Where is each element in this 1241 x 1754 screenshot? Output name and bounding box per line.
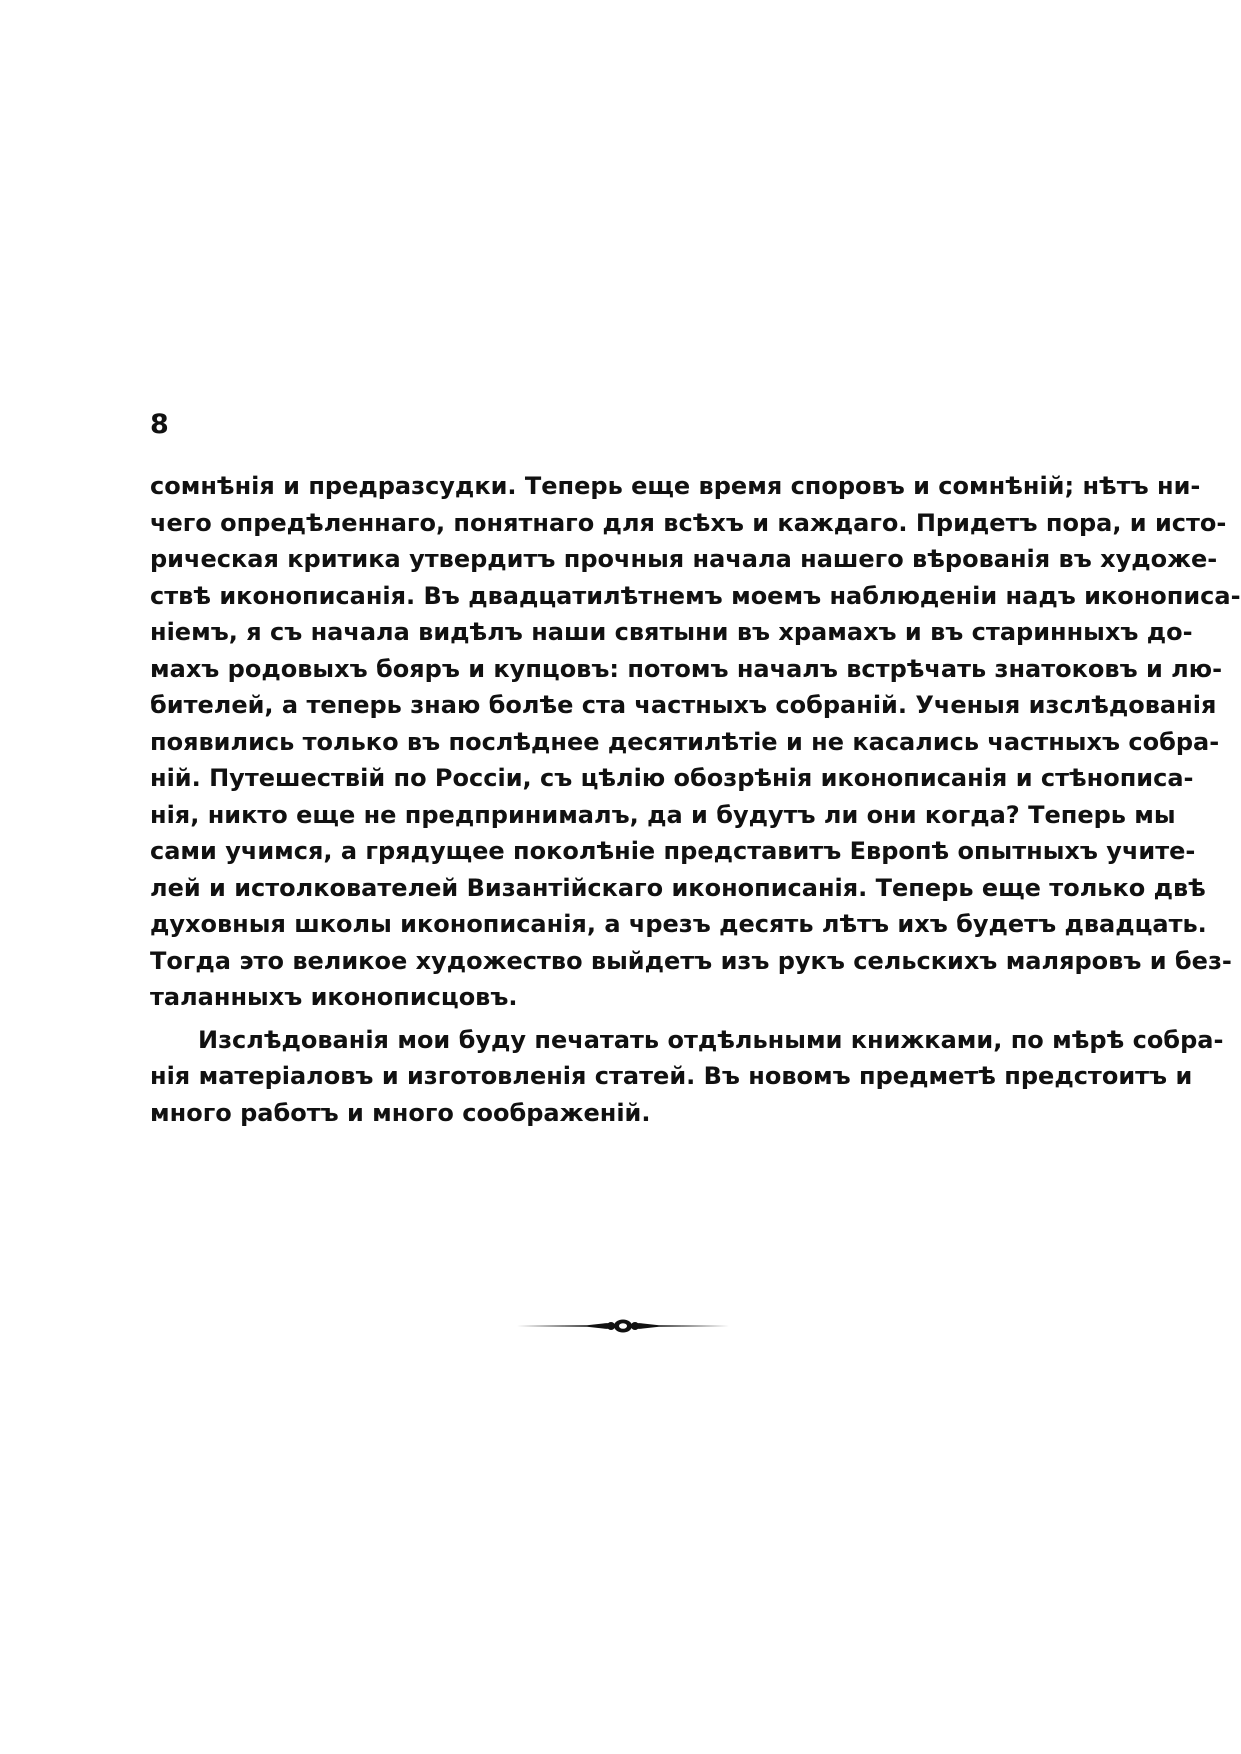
text-line: таланныхъ иконописцовъ. [150, 983, 518, 1011]
tailpiece-ornament-icon [517, 1316, 729, 1336]
paragraph-1 [150, 468, 1241, 1016]
text-line: много работъ и много соображеній. [150, 1098, 651, 1127]
text-line: ствѣ иконописанія. Въ двадцатилѣтнемъ моемъ наблюденіи надъ иконописа- [150, 581, 1241, 610]
text-line: появились только въ послѣднее десятилѣтіе и не касались частныхъ собра- [150, 727, 1220, 756]
text-line: махъ родовыхъ бояръ и купцовъ: потомъ началъ встрѣчать знатоковъ и лю- [150, 654, 1223, 683]
page-number: 8 [150, 409, 169, 440]
text-line: нія матеріаловъ и изготовленія статей. Въ новомъ предметѣ предстоитъ и [150, 1062, 1193, 1090]
text-line: лей и истолкователей Византійскаго иконописанія. Теперь еще только двѣ [150, 873, 1206, 902]
text-line: ніемъ, я съ начала видѣлъ наши святыни въ храмахъ и въ старинныхъ до- [150, 618, 1193, 646]
text-line: Изслѣдованія мои буду печатать отдѣльными книжками, по мѣрѣ собра- [198, 1025, 1224, 1054]
text-line: чего опредѣленнаго, понятнаго для всѣхъ и каждаго. Придетъ пора, и исто- [150, 508, 1227, 537]
paragraph-2 [150, 1022, 1224, 1132]
text-line: духовныя школы иконописанія, а чрезъ десять лѣтъ ихъ будетъ двадцать. [150, 910, 1207, 938]
text-line: рическая критика утвердитъ прочныя начала нашего вѣрованія въ художе- [150, 545, 1218, 573]
text-line: сомнѣнія и предразсудки. Теперь еще время споровъ и сомнѣній; нѣтъ ни- [150, 472, 1201, 500]
text-line: ній. Путешествій по Россіи, съ цѣлію обозрѣнія иконописанія и стѣнописа- [150, 764, 1194, 792]
text-line: сами учимся, а грядущее поколѣніе представитъ Европѣ опытныхъ учите- [150, 837, 1196, 865]
text-line: нія, никто еще не предпринималъ, да и будутъ ли они когда? Теперь мы [150, 800, 1176, 829]
body-text [150, 468, 1241, 1131]
text-line: Тогда это великое художество выйдетъ изъ рукъ сельскихъ маляровъ и без- [150, 946, 1232, 975]
text-line: бителей, а теперь знаю болѣе ста частныхъ собраній. Ученыя изслѣдованія [150, 691, 1217, 719]
